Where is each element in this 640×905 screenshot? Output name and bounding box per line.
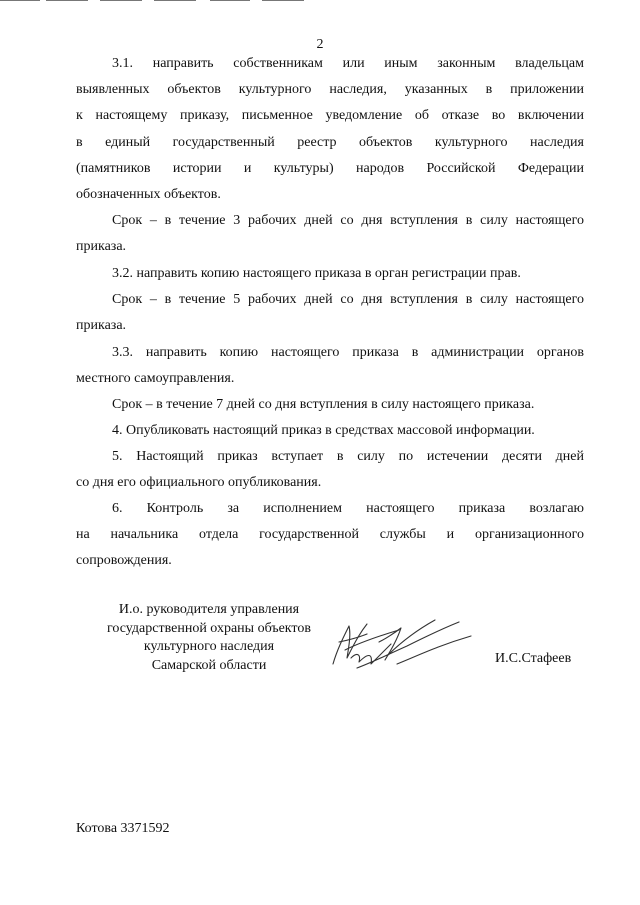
text-line: Срок – в течение 3 рабочих дней со дня вступления в силу настоящего <box>112 213 584 228</box>
text-line: 6. Контроль за исполнением настоящего приказа возлагаю <box>112 501 584 516</box>
signatory-title-line: И.о. руководителя управления <box>118 602 300 617</box>
text-line: (памятников истории и культуры) народов Российской Федерации <box>76 160 584 176</box>
signatory-title-line: культурного наследия <box>143 639 275 654</box>
deadline-3-2 <box>76 287 584 339</box>
text-line: на начальника отдела государственной службы и организационного <box>76 527 584 543</box>
signatory-title-line: государственной охраны объектов <box>107 620 311 636</box>
paragraph-5 <box>76 444 584 496</box>
text-line: выявленных объектов культурного наследия, указанных в приложении <box>76 82 584 98</box>
text-line: в единый государственный реестр объектов культурного наследия <box>76 134 584 150</box>
text-line: обозначенных объектов. <box>76 187 221 203</box>
text-line: 4. Опубликовать настоящий приказ в средствах массовой информации. <box>112 423 535 438</box>
executor-info: Котова 3371592 <box>76 821 170 836</box>
signatory-title <box>76 601 342 675</box>
scan-edge-line <box>262 0 304 1</box>
scan-edge-line <box>210 0 250 1</box>
deadline-3-3 <box>76 392 584 418</box>
paragraph-3-1 <box>76 51 584 208</box>
paragraph-4 <box>76 418 584 444</box>
text-line: к настоящему приказу, письменное уведомление об отказе во включении <box>76 108 584 124</box>
scan-edge-line <box>46 0 88 1</box>
handwritten-signature <box>327 612 477 674</box>
deadline-3-1 <box>76 208 584 260</box>
signatory-title-line: Самарской области <box>151 657 267 673</box>
page-number: 2 <box>316 37 324 52</box>
text-line: местного самоуправления. <box>76 371 235 387</box>
scan-edge-line <box>154 0 196 1</box>
text-line: со дня его официального опубликования. <box>76 475 322 491</box>
text-line: приказа. <box>76 318 127 334</box>
scan-edge-line <box>100 0 142 1</box>
scan-edge-line <box>0 0 40 1</box>
paragraph-3-3 <box>76 340 584 392</box>
text-line: 3.1. направить собственникам или иным законным владельцам <box>112 56 584 71</box>
text-line: Срок – в течение 7 дней со дня вступления в силу настоящего приказа. <box>112 397 535 412</box>
text-line: приказа. <box>76 239 127 255</box>
text-line: сопровождения. <box>76 553 172 569</box>
text-line: 3.2. направить копию настоящего приказа в орган регистрации прав. <box>112 266 521 281</box>
text-line: 5. Настоящий приказ вступает в силу по истечении десяти дней <box>112 449 584 464</box>
paragraph-3-2 <box>76 261 584 287</box>
text-line: 3.3. направить копию настоящего приказа в администрации органов <box>112 345 584 360</box>
text-line: Срок – в течение 5 рабочих дней со дня вступления в силу настоящего <box>112 292 584 307</box>
signatory-name: И.С.Стафеев <box>495 651 572 666</box>
paragraph-6 <box>76 496 584 575</box>
